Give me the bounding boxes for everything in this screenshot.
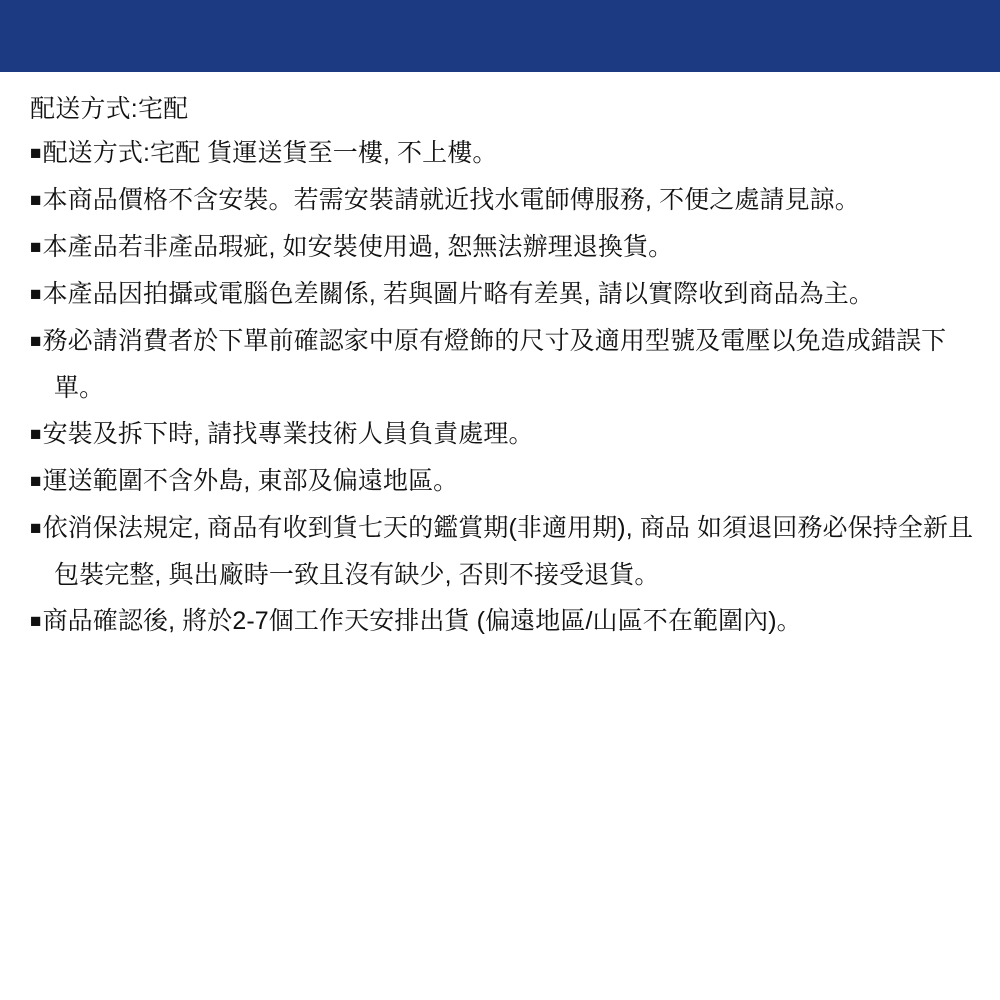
square-bullet-icon: ■ (30, 471, 42, 492)
list-item (30, 130, 982, 177)
list-item-text: 務必請消費者於下單前確認家中原有燈飾的尺寸及適用型號及電壓以免造成錯誤下單。 (42, 327, 947, 402)
header-color-band (0, 0, 1000, 72)
square-bullet-icon: ■ (30, 611, 42, 632)
list-item-text: 商品確認後, 將於2-7個工作天安排出貨 (偏遠地區/山區不在範圍內)。 (42, 607, 802, 635)
list-item-text: 依消保法規定, 商品有收到貨七天的鑑賞期(非適用期), 商品 如須退回務必保持全新且包裝完整, 與出廠時一致且沒有缺少, 否則不接受退貨。 (42, 514, 974, 589)
policy-content (30, 88, 982, 645)
square-bullet-icon: ■ (30, 424, 42, 445)
square-bullet-icon: ■ (30, 518, 42, 539)
list-item (30, 271, 982, 318)
list-item (30, 177, 982, 224)
list-item-text: 本商品價格不含安裝。若需安裝請就近找水電師傅服務, 不便之處請見諒。 (42, 186, 860, 214)
square-bullet-icon: ■ (30, 143, 42, 164)
list-item-text: 本產品因拍攝或電腦色差關係, 若與圖片略有差異, 請以實際收到商品為主。 (42, 280, 874, 308)
policy-list (30, 130, 982, 645)
page-title: 配送方式:宅配 (30, 95, 189, 123)
list-item (30, 318, 982, 411)
square-bullet-icon: ■ (30, 284, 42, 305)
list-item (30, 224, 982, 271)
list-item (30, 505, 982, 598)
list-item (30, 458, 982, 505)
list-item (30, 411, 982, 458)
list-item-text: 運送範圍不含外島, 東部及偏遠地區。 (42, 467, 459, 495)
square-bullet-icon: ■ (30, 237, 42, 258)
list-item (30, 598, 982, 645)
square-bullet-icon: ■ (30, 331, 42, 352)
list-item-text: 本產品若非產品瑕疵, 如安裝使用過, 恕無法辦理退換貨。 (42, 233, 674, 261)
list-item-text: 安裝及拆下時, 請找專業技術人員負責處理。 (42, 420, 534, 448)
list-item-text: 配送方式:宅配 貨運送貨至一樓, 不上樓。 (42, 139, 498, 167)
square-bullet-icon: ■ (30, 190, 42, 211)
